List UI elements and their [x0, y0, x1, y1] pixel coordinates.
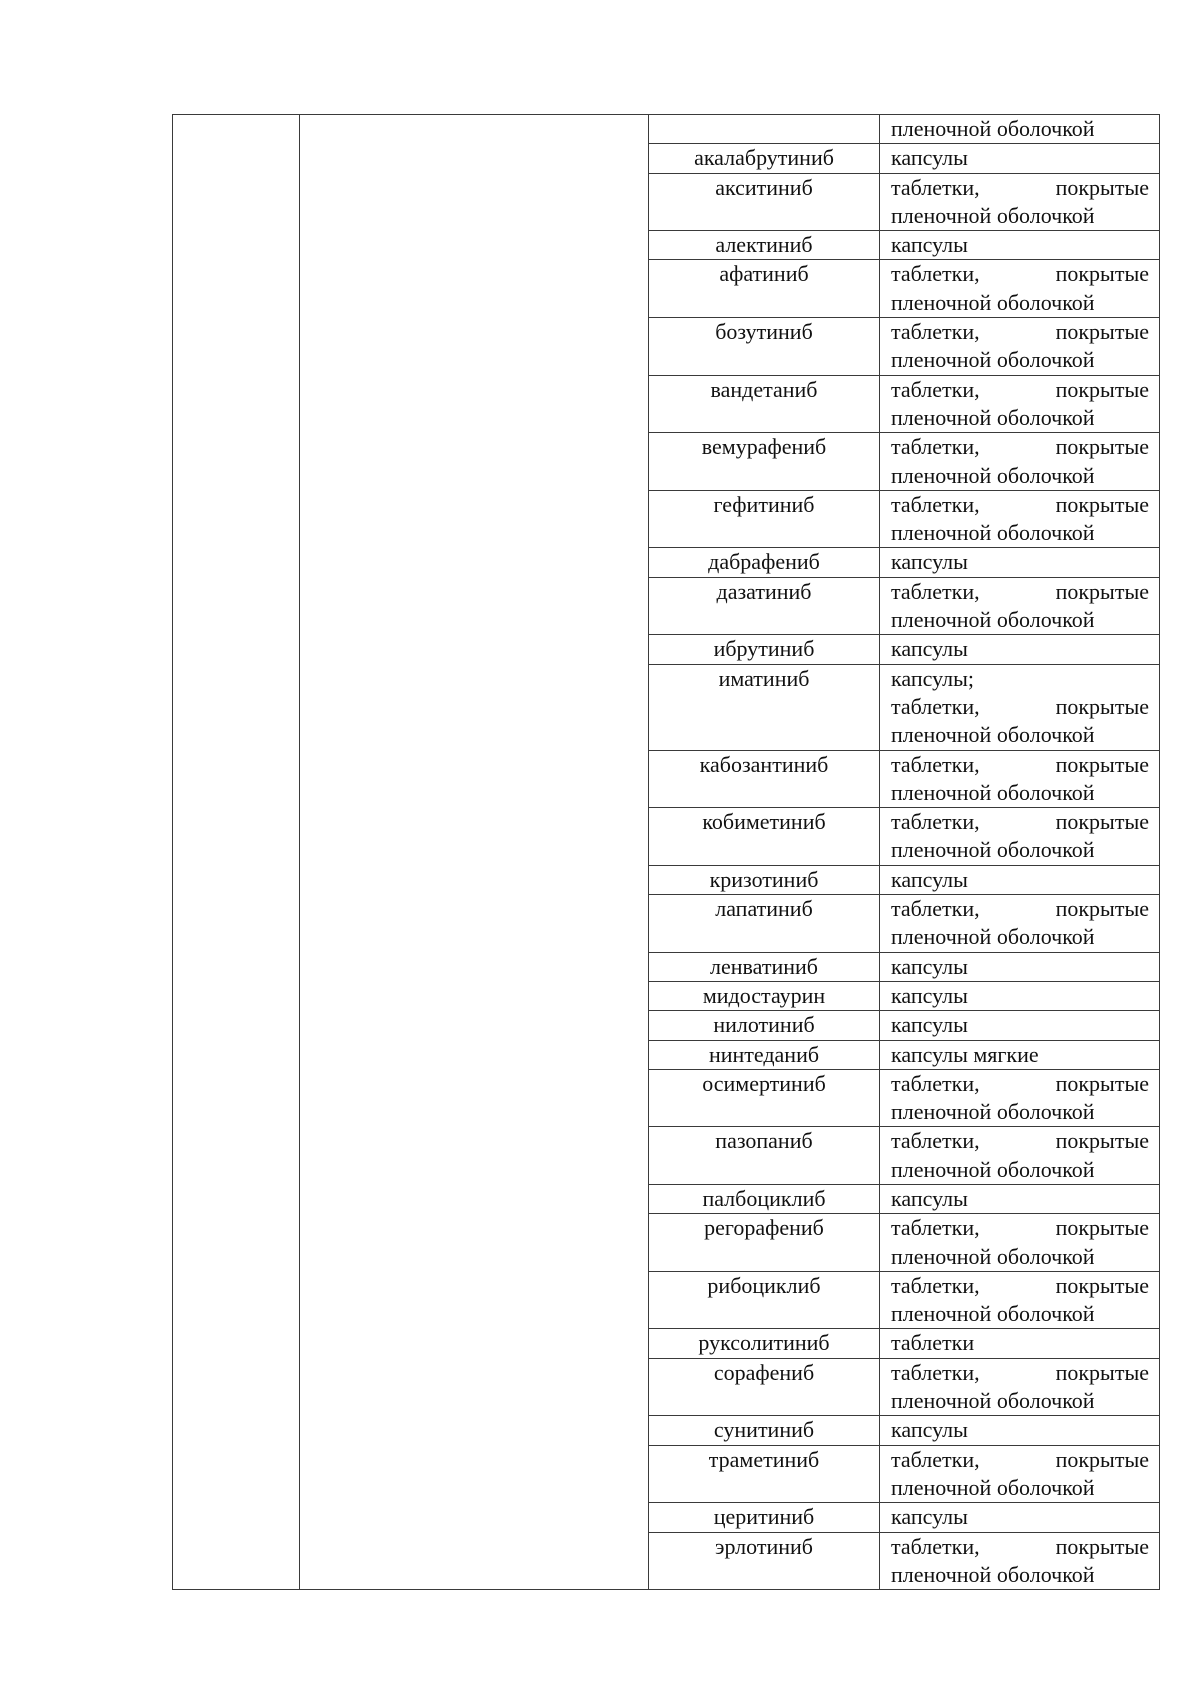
dosage-form-line: таблетки, покрытые [891, 1533, 1149, 1559]
drug-table-body [173, 115, 1160, 1590]
drug-name-cell [649, 115, 880, 144]
dosage-form-line: капсулы [891, 866, 968, 892]
drug-name-cell: лапатиниб [649, 895, 880, 953]
drug-name-cell: пазопаниб [649, 1127, 880, 1185]
dosage-form-cell [880, 750, 1160, 808]
dosage-form-cell [880, 635, 1160, 664]
dosage-form-line: таблетки, покрытые [891, 1446, 1149, 1472]
drug-name-cell: акалабрутиниб [649, 144, 880, 173]
dosage-form-line: капсулы [891, 1012, 968, 1038]
dosage-form-cell [880, 260, 1160, 318]
dosage-form-cell [880, 1184, 1160, 1213]
drug-name-cell: сунитиниб [649, 1416, 880, 1445]
dosage-form-line: пленочной оболочкой [891, 837, 1095, 863]
dosage-form-line: капсулы; [891, 665, 974, 691]
dosage-form-line: пленочной оболочкой [891, 1156, 1095, 1182]
dosage-form-line: пленочной оболочкой [891, 202, 1095, 228]
dosage-form-line: пленочной оболочкой [891, 779, 1095, 805]
dosage-form-line: пленочной оболочкой [891, 722, 1095, 748]
drug-name-cell: нинтеданиб [649, 1040, 880, 1069]
dosage-form-line: капсулы [891, 953, 968, 979]
dosage-form-cell [880, 1214, 1160, 1272]
drug-name-cell: траметиниб [649, 1445, 880, 1503]
drug-name-cell: акситиниб [649, 173, 880, 231]
dosage-form-line: пленочной оболочкой [891, 404, 1095, 430]
dosage-form-cell [880, 433, 1160, 491]
drug-name-cell: регорафениб [649, 1214, 880, 1272]
dosage-form-line: пленочной оболочкой [891, 116, 1095, 141]
dosage-form-line: таблетки, покрытые [891, 319, 1149, 345]
dosage-form-line: капсулы [891, 549, 968, 575]
dosage-form-line: пленочной оболочкой [891, 1474, 1095, 1500]
dosage-form-cell [880, 1445, 1160, 1503]
dosage-form-cell [880, 1271, 1160, 1329]
drug-table [172, 114, 1160, 1590]
drug-name-cell: кобиметиниб [649, 808, 880, 866]
dosage-form-line: таблетки, покрытые [891, 174, 1149, 200]
dosage-form-cell [880, 808, 1160, 866]
drug-name-cell: дазатиниб [649, 577, 880, 635]
dosage-form-cell [880, 1069, 1160, 1127]
group-column-cell [300, 115, 649, 1590]
drug-name-cell: кабозантиниб [649, 750, 880, 808]
drug-name-cell: ленватиниб [649, 952, 880, 981]
dosage-form-cell [880, 1358, 1160, 1416]
dosage-form-line: пленочной оболочкой [891, 520, 1095, 546]
dosage-form-line: пленочной оболочкой [891, 1243, 1095, 1269]
dosage-form-cell [880, 375, 1160, 433]
dosage-form-cell [880, 231, 1160, 260]
drug-name-cell: вемурафениб [649, 433, 880, 491]
drug-name-cell: рибоциклиб [649, 1271, 880, 1329]
dosage-form-cell [880, 490, 1160, 548]
dosage-form-cell [880, 952, 1160, 981]
dosage-form-cell [880, 318, 1160, 376]
dosage-form-line: капсулы [891, 232, 968, 258]
dosage-form-line: пленочной оболочкой [891, 347, 1095, 373]
dosage-form-line: таблетки, покрытые [891, 693, 1149, 719]
dosage-form-line: таблетки, покрытые [891, 434, 1149, 460]
dosage-form-cell [880, 173, 1160, 231]
code-column-cell [173, 115, 300, 1590]
dosage-form-cell [880, 1011, 1160, 1040]
dosage-form-line: таблетки, покрытые [891, 491, 1149, 517]
dosage-form-cell [880, 1329, 1160, 1358]
dosage-form-line: таблетки, покрытые [891, 1272, 1149, 1298]
drug-name-cell: афатиниб [649, 260, 880, 318]
dosage-form-line: капсулы [891, 1504, 968, 1530]
dosage-form-cell [880, 1503, 1160, 1532]
drug-name-cell: кризотиниб [649, 865, 880, 894]
dosage-form-cell [880, 144, 1160, 173]
dosage-form-line: таблетки, покрытые [891, 896, 1149, 922]
dosage-form-cell [880, 1532, 1160, 1590]
dosage-form-line: таблетки, покрытые [891, 1128, 1149, 1154]
dosage-form-cell [880, 115, 1160, 144]
dosage-form-line: пленочной оболочкой [891, 289, 1095, 315]
drug-name-cell: церитиниб [649, 1503, 880, 1532]
dosage-form-line: пленочной оболочкой [891, 462, 1095, 488]
dosage-form-line: таблетки, покрытые [891, 376, 1149, 402]
dosage-form-line: таблетки, покрытые [891, 751, 1149, 777]
dosage-form-line: таблетки, покрытые [891, 809, 1149, 835]
dosage-form-line: пленочной оболочкой [891, 1388, 1095, 1414]
dosage-form-cell [880, 865, 1160, 894]
dosage-form-line: пленочной оболочкой [891, 1099, 1095, 1125]
dosage-form-cell [880, 1416, 1160, 1445]
dosage-form-cell [880, 577, 1160, 635]
drug-name-cell: осимертиниб [649, 1069, 880, 1127]
dosage-form-line: пленочной оболочкой [891, 924, 1095, 950]
dosage-form-line: таблетки, покрытые [891, 261, 1149, 287]
dosage-form-line: пленочной оболочкой [891, 1301, 1095, 1327]
dosage-form-cell [880, 895, 1160, 953]
drug-name-cell: эрлотиниб [649, 1532, 880, 1590]
drug-name-cell: палбоциклиб [649, 1184, 880, 1213]
dosage-form-line: таблетки, покрытые [891, 1359, 1149, 1385]
drug-name-cell: нилотиниб [649, 1011, 880, 1040]
dosage-form-cell [880, 664, 1160, 750]
dosage-form-line: пленочной оболочкой [891, 1561, 1095, 1587]
drug-name-cell: сорафениб [649, 1358, 880, 1416]
dosage-form-cell [880, 981, 1160, 1010]
dosage-form-line: капсулы [891, 982, 968, 1008]
dosage-form-line: капсулы [891, 1185, 968, 1211]
drug-name-cell: алектиниб [649, 231, 880, 260]
drug-name-cell: мидостаурин [649, 981, 880, 1010]
dosage-form-line: капсулы [891, 145, 968, 171]
table-row [173, 115, 1160, 144]
drug-name-cell: ибрутиниб [649, 635, 880, 664]
dosage-form-line: пленочной оболочкой [891, 607, 1095, 633]
dosage-form-line: капсулы [891, 636, 968, 662]
drug-name-cell: иматиниб [649, 664, 880, 750]
drug-name-cell: гефитиниб [649, 490, 880, 548]
dosage-form-line: капсулы [891, 1417, 968, 1443]
dosage-form-line: таблетки, покрытые [891, 578, 1149, 604]
drug-name-cell: бозутиниб [649, 318, 880, 376]
drug-name-cell: дабрафениб [649, 548, 880, 577]
drug-name-cell: руксолитиниб [649, 1329, 880, 1358]
dosage-form-line: таблетки, покрытые [891, 1070, 1149, 1096]
dosage-form-cell [880, 548, 1160, 577]
dosage-form-cell [880, 1127, 1160, 1185]
dosage-form-line: капсулы мягкие [891, 1041, 1039, 1067]
drug-name-cell: вандетаниб [649, 375, 880, 433]
dosage-form-line: таблетки [891, 1330, 975, 1356]
dosage-form-line: таблетки, покрытые [891, 1215, 1149, 1241]
dosage-form-cell [880, 1040, 1160, 1069]
